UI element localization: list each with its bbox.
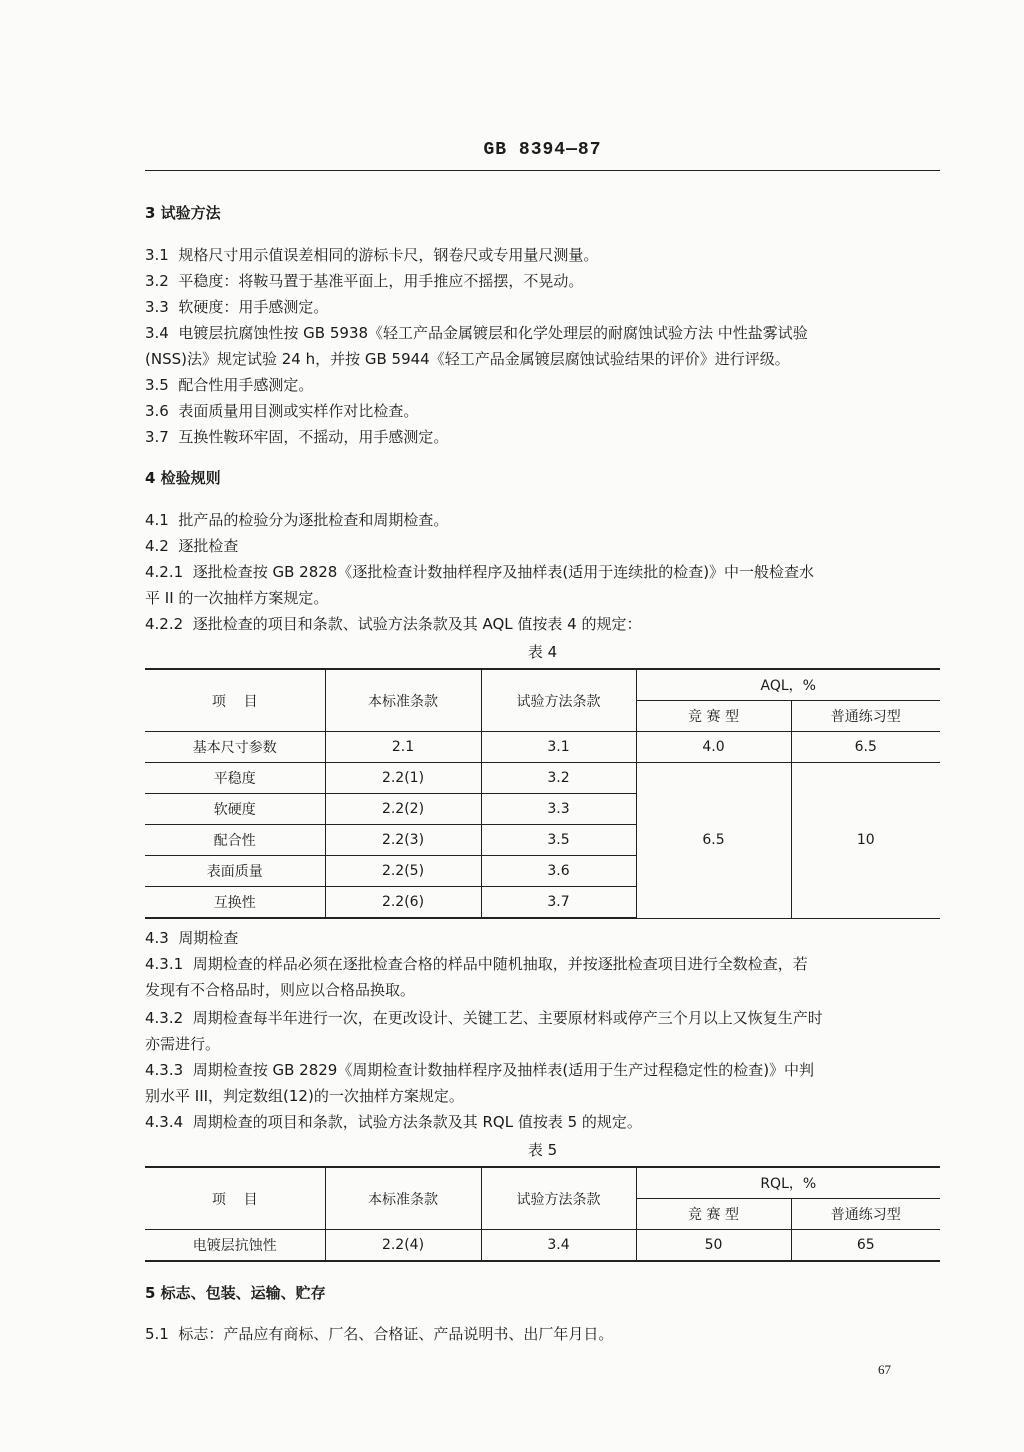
clause-text: 互换性鞍环牢固，不摇动，用手感测定。: [178, 428, 449, 446]
header-competition-type: 竞 赛 型: [636, 701, 791, 732]
clause-4-3-4: [145, 1109, 940, 1135]
clause-number: 5.1: [145, 1325, 169, 1343]
clause-5-1: [145, 1321, 940, 1347]
clause-number: 3.2: [145, 272, 169, 290]
header-competition-type: 竞 赛 型: [636, 1199, 791, 1230]
clause-number: 3.7: [145, 428, 169, 446]
clause-number: 4.3.4: [145, 1113, 184, 1131]
clause-4-3-1: [145, 951, 940, 977]
clause-text: 周期检查每半年进行一次，在更改设计、关键工艺、主要原材料或停产三个月以上又恢复生产时: [192, 1009, 823, 1027]
clause-number: 3.1: [145, 246, 169, 264]
clause-4-2-2: [145, 611, 940, 637]
clause-4-3-1-continued: 发现有不合格品时，则应以合格品换取。: [145, 981, 416, 999]
cell-aql-practice-merged: 10: [791, 763, 940, 919]
cell-aql-practice: 6.5: [791, 732, 940, 763]
clause-3-5: [145, 372, 940, 398]
section-5-heading: 5 标志、包装、运输、贮存: [145, 1284, 326, 1302]
clause-text: 电镀层抗腐蚀性按 GB 5938《轻工产品金属镀层和化学处理层的耐腐蚀试验方法 中性盐雾试验: [178, 324, 808, 342]
cell-clause: 2.1: [325, 732, 481, 763]
clause-3-1: [145, 242, 940, 268]
clause-number: 3.3: [145, 298, 169, 316]
page-number: 67: [878, 1362, 891, 1377]
header-rule: [145, 170, 940, 171]
cell-item: 配合性: [145, 825, 325, 856]
clause-text: 规格尺寸用示值误差相同的游标卡尺，钢卷尺或专用量尺测量。: [178, 246, 599, 264]
clause-4-3-3-continued: 别水平 III，判定数组(12)的一次抽样方案规定。: [145, 1087, 464, 1105]
cell-item: 互换性: [145, 887, 325, 919]
header-aql: AQL，%: [636, 669, 940, 701]
cell-item: 平稳度: [145, 763, 325, 794]
standard-code-header: GB 8394—87: [483, 140, 602, 160]
clause-text: 逐批检查按 GB 2828《逐批检查计数抽样程序及抽样表(适用于连续批的检查)》中一般检查水: [192, 563, 815, 581]
cell-rql-practice: 65: [791, 1230, 940, 1262]
clause-number: 3.6: [145, 402, 169, 420]
table-row: [145, 732, 940, 763]
clause-number: 3.4: [145, 324, 169, 342]
section-3-heading: 3 试验方法: [145, 204, 221, 222]
clause-number: 4.3.2: [145, 1009, 184, 1027]
header-item: 项 目: [145, 669, 325, 732]
clause-4-3: [145, 925, 940, 951]
header-practice-type: 普通练习型: [791, 1199, 940, 1230]
cell-clause: 2.2(2): [325, 794, 481, 825]
clause-text: 配合性用手感测定。: [178, 376, 314, 394]
clause-text: 逐批检查的项目和条款、试验方法条款及其 AQL 值按表 4 的规定：: [192, 615, 642, 633]
clause-3-2: [145, 268, 940, 294]
cell-method: 3.7: [481, 887, 636, 919]
header-method: 试验方法条款: [481, 669, 636, 732]
clause-number: 4.2.2: [145, 615, 184, 633]
table-row: [145, 763, 940, 794]
clause-text: 软硬度：用手感测定。: [178, 298, 329, 316]
clause-number: 4.3.1: [145, 955, 184, 973]
clause-number: 4.2.1: [145, 563, 184, 581]
clause-text: 标志：产品应有商标、厂名、合格证、产品说明书、出厂年月日。: [178, 1325, 614, 1343]
cell-method: 3.3: [481, 794, 636, 825]
cell-item: 软硬度: [145, 794, 325, 825]
header-clause: 本标准条款: [325, 1167, 481, 1230]
cell-clause: 2.2(4): [325, 1230, 481, 1262]
header-clause: 本标准条款: [325, 669, 481, 732]
cell-method: 3.5: [481, 825, 636, 856]
clause-text: 周期检查: [178, 929, 239, 947]
cell-item: 表面质量: [145, 856, 325, 887]
cell-aql-competition-merged: 6.5: [636, 763, 791, 919]
cell-clause: 2.2(6): [325, 887, 481, 919]
clause-4-3-3: [145, 1057, 940, 1083]
clause-text: 平稳度：将鞍马置于基准平面上，用手推应不摇摆，不晃动。: [178, 272, 584, 290]
cell-method: 3.4: [481, 1230, 636, 1262]
clause-number: 4.2: [145, 537, 169, 555]
table-5: [145, 1166, 940, 1262]
clause-3-4: [145, 320, 940, 346]
clause-text: 表面质量用目测或实样作对比检查。: [178, 402, 419, 420]
table-4: [145, 668, 940, 919]
clause-number: 4.1: [145, 511, 169, 529]
clause-number: 4.3.3: [145, 1061, 184, 1079]
clause-3-6: [145, 398, 940, 424]
clause-3-4-continued: (NSS)法》规定试验 24 h，并按 GB 5944《轻工产品金属镀层腐蚀试验结果的评价》进行评级。: [145, 350, 790, 368]
clause-4-3-2: [145, 1005, 940, 1031]
clause-text: 周期检查按 GB 2829《周期检查计数抽样程序及抽样表(适用于生产过程稳定性的检查)》中判: [192, 1061, 815, 1079]
cell-aql-competition: 4.0: [636, 732, 791, 763]
cell-method: 3.2: [481, 763, 636, 794]
clause-number: 3.5: [145, 376, 169, 394]
clause-text: 逐批检查: [178, 537, 239, 555]
section-4-heading: 4 检验规则: [145, 469, 221, 487]
clause-text: 周期检查的项目和条款，试验方法条款及其 RQL 值按表 5 的规定。: [192, 1113, 642, 1131]
clause-4-2: [145, 533, 940, 559]
table-5-caption: 表 5: [527, 1141, 558, 1159]
clause-4-1: [145, 507, 940, 533]
table-row: [145, 1230, 940, 1262]
cell-clause: 2.2(1): [325, 763, 481, 794]
clause-text: 周期检查的样品必须在逐批检查合格的样品中随机抽取，并按逐批检查项目进行全数检查，若: [192, 955, 808, 973]
clause-3-7: [145, 424, 940, 450]
cell-clause: 2.2(3): [325, 825, 481, 856]
cell-item: 电镀层抗蚀性: [145, 1230, 325, 1262]
clause-4-2-1-continued: 平 II 的一次抽样方案规定。: [145, 589, 329, 607]
clause-3-3: [145, 294, 940, 320]
cell-clause: 2.2(5): [325, 856, 481, 887]
clause-4-2-1: [145, 559, 940, 585]
clause-4-3-2-continued: 亦需进行。: [145, 1035, 221, 1053]
header-rql: RQL，%: [636, 1167, 940, 1199]
cell-method: 3.6: [481, 856, 636, 887]
header-practice-type: 普通练习型: [791, 701, 940, 732]
header-method: 试验方法条款: [481, 1167, 636, 1230]
header-item: 项 目: [145, 1167, 325, 1230]
cell-rql-competition: 50: [636, 1230, 791, 1262]
cell-item: 基本尺寸参数: [145, 732, 325, 763]
table-4-caption: 表 4: [527, 643, 558, 661]
cell-method: 3.1: [481, 732, 636, 763]
clause-number: 4.3: [145, 929, 169, 947]
clause-text: 批产品的检验分为逐批检查和周期检查。: [178, 511, 449, 529]
